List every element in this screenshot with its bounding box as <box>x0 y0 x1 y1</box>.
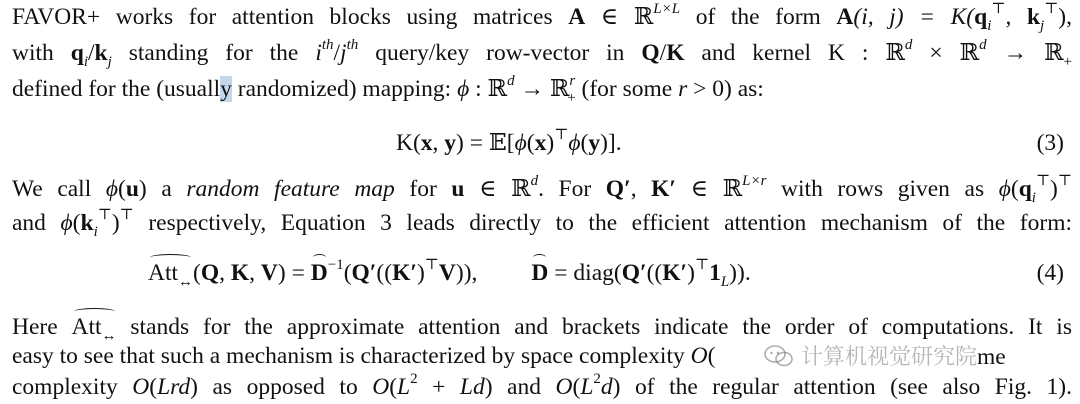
math: ϕ <box>457 76 470 102</box>
text: of the form <box>680 4 837 30</box>
math-bold: Q′ <box>621 260 647 286</box>
subscript: L <box>720 274 730 290</box>
text: with <box>12 40 71 66</box>
math-bold: Q <box>641 40 660 66</box>
subscript: i <box>93 224 98 240</box>
math: ( <box>149 374 158 400</box>
watermark <box>764 340 1006 371</box>
math: d <box>600 374 613 400</box>
math: )). <box>729 260 751 286</box>
subscript: i <box>83 54 88 70</box>
text: and kernel K : ℝ <box>684 40 905 66</box>
math: i <box>315 40 322 66</box>
paragraph-3-line-1 <box>12 312 1072 342</box>
math-bold: q <box>70 40 84 66</box>
superscript: 2 <box>410 371 418 387</box>
math: ( <box>526 130 535 156</box>
math-bold: V <box>260 260 278 286</box>
superscript: 2 <box>593 371 601 387</box>
math-bold: q <box>974 4 988 30</box>
math: ) <box>546 130 555 156</box>
text: easy to see that such a mechanism is characterized by space complexity <box>12 343 691 369</box>
text: me <box>977 344 1006 370</box>
text: > 0) as: <box>687 76 764 102</box>
math: ) <box>111 210 120 236</box>
superscript: d <box>507 73 515 89</box>
subscript: i <box>1031 190 1036 206</box>
math-bold: K <box>666 40 685 66</box>
math: ( <box>1010 176 1019 202</box>
text: : ℝ <box>469 76 508 102</box>
text: Here <box>12 314 72 340</box>
math-bold: y <box>588 130 601 156</box>
superscript: ⊤ <box>991 1 1006 17</box>
math: ) <box>1050 176 1058 202</box>
math: Ld <box>459 374 485 400</box>
equation-3 <box>396 128 622 158</box>
paragraph-1-line-2 <box>12 38 1072 68</box>
math-bold: k <box>80 210 94 236</box>
text: → ℝ <box>514 76 570 102</box>
math: , <box>219 260 231 286</box>
math: , <box>432 130 445 156</box>
text: / <box>659 40 667 66</box>
math: (i, j) = K( <box>853 4 975 30</box>
math: r <box>678 76 688 102</box>
math-bold: k <box>1026 4 1041 30</box>
text: → ℝ <box>986 40 1064 66</box>
math: + <box>417 374 460 400</box>
text: ∈ ℝ <box>676 176 743 202</box>
math: ( <box>580 130 589 156</box>
superscript: L×L <box>653 1 681 17</box>
paragraph-2-line-1 <box>12 174 1072 204</box>
text: ) as opposed to <box>190 374 373 400</box>
math-bold: Q <box>200 260 220 286</box>
math: ( <box>193 260 201 286</box>
math-bold: A <box>836 4 854 30</box>
emphasis: random feature map <box>186 176 395 202</box>
subscript: + <box>1063 54 1072 70</box>
superscript: ⊤ <box>554 127 569 143</box>
equation-4-number: (4) <box>1036 260 1064 286</box>
math: ϕ <box>60 210 73 236</box>
math: L <box>580 374 594 400</box>
paragraph-1-line-3 <box>12 74 1072 104</box>
text: defined for the (usuall <box>12 76 221 102</box>
text: FAVOR+ works for attention blocks using matrices <box>12 4 569 30</box>
text: , <box>630 176 652 202</box>
math-bold: u <box>125 176 139 202</box>
text: ) of the regular attention (see also Fig. 1). <box>612 374 1072 400</box>
math: ) = 𝔼[ <box>456 130 515 156</box>
subscript: j <box>1040 18 1045 34</box>
math: (( <box>376 260 393 286</box>
paragraph-2-line-2 <box>12 208 1072 238</box>
math-bold-hat: D <box>531 260 549 286</box>
math: O <box>372 374 390 400</box>
superscript: th <box>346 37 359 53</box>
math: ϕ <box>105 176 118 202</box>
subscript: ↔ <box>101 328 117 344</box>
paragraph-3-line-3 <box>12 372 1072 402</box>
text: standing for the <box>111 40 316 66</box>
math-bold-hat: D <box>310 260 328 286</box>
superscript: d <box>530 173 539 189</box>
math-bold: Q′ <box>605 176 631 202</box>
math: ( <box>707 343 716 369</box>
math: Att <box>71 314 102 340</box>
text: ) a <box>138 176 187 202</box>
math: Lrd <box>157 374 191 400</box>
text: respectively, Equation 3 leads directly to the efficient attention mechanism of the form: <box>133 210 1072 236</box>
superscript: th <box>321 37 334 53</box>
superscript: ⊤ <box>119 207 134 223</box>
superscript: d <box>904 37 913 53</box>
text: complexity <box>12 374 133 400</box>
text: ∈ ℝ <box>585 4 654 30</box>
math-bold: k <box>94 40 108 66</box>
text-selection-highlight[interactable]: y <box>220 76 232 102</box>
text: stands for the approximate attention and brackets indicate the order of computations. It is <box>116 314 1072 340</box>
math: Att <box>148 260 179 286</box>
math-bold: K <box>230 260 250 286</box>
superscript: ⊤ <box>424 257 439 273</box>
text: , <box>1005 4 1027 30</box>
math-bold: x <box>534 130 547 156</box>
text: . For <box>538 176 606 202</box>
text: / <box>333 40 341 66</box>
math: ) <box>687 260 695 286</box>
watermark-text: 计算机视觉研究院 <box>801 345 978 370</box>
subscript: ↔ <box>178 274 194 290</box>
math: )]. <box>600 130 622 156</box>
text: ∈ ℝ <box>464 176 531 202</box>
superscript: ⊤ <box>694 257 710 273</box>
wechat-logo-icon <box>764 344 794 368</box>
math-bold: K′ <box>662 260 688 286</box>
math-bold: 1 <box>709 260 721 286</box>
superscript: ⊤ <box>1044 1 1059 17</box>
equation-3-number: (3) <box>1036 130 1064 156</box>
text: We call <box>12 176 106 202</box>
math: ) = <box>277 260 311 286</box>
superscript: ⊤ <box>1035 173 1051 189</box>
math-bold: K′ <box>651 176 677 202</box>
math-bold: V <box>438 260 456 286</box>
math: ( <box>72 210 81 236</box>
math: = diag( <box>548 260 622 286</box>
superscript: −1 <box>327 257 344 273</box>
subscript: + <box>567 90 576 106</box>
math-bold: A <box>568 4 586 30</box>
math: O <box>132 374 150 400</box>
superscript: r <box>569 73 576 89</box>
text: query/key row-vector in <box>358 40 642 66</box>
text: for <box>394 176 452 202</box>
math-bold: y <box>444 130 457 156</box>
text: × ℝ <box>912 40 980 66</box>
math: ) <box>416 260 425 286</box>
text: and <box>12 210 61 236</box>
math: (( <box>646 260 663 286</box>
superscript: ⊤ <box>1057 173 1072 189</box>
math: ( <box>343 260 352 286</box>
equation-4 <box>148 258 751 288</box>
math: , <box>249 260 261 286</box>
math: )), <box>455 260 478 286</box>
math: L <box>397 374 411 400</box>
att-hat-operator <box>148 258 193 288</box>
text: randomized) mapping: <box>231 76 458 102</box>
math: ϕ <box>514 130 527 156</box>
math: O <box>690 343 708 369</box>
math-bold: u <box>451 176 465 202</box>
math: ( <box>389 374 398 400</box>
superscript: ⊤ <box>97 207 112 223</box>
math: ϕ <box>998 176 1011 202</box>
math: O <box>555 374 573 400</box>
math: K( <box>396 130 421 156</box>
text: ) and <box>484 374 556 400</box>
text: (for some <box>575 76 679 102</box>
math-bold: K′ <box>392 260 417 286</box>
subscript: j <box>107 54 112 70</box>
superscript: L×r <box>742 173 767 189</box>
text: / <box>87 40 95 66</box>
math: ( <box>572 374 581 400</box>
math-bold: Q′ <box>351 260 377 286</box>
math: j <box>340 40 347 66</box>
math: ϕ <box>568 130 581 156</box>
att-hat-operator <box>72 312 117 342</box>
subscript: i <box>987 18 992 34</box>
math-bold: x <box>420 130 433 156</box>
math-bold: q <box>1018 176 1032 202</box>
superscript: d <box>979 37 987 53</box>
text: ), <box>1058 4 1072 30</box>
text: with rows given as <box>766 176 999 202</box>
math: ( <box>118 176 126 202</box>
paragraph-1-line-1 <box>12 2 1072 32</box>
